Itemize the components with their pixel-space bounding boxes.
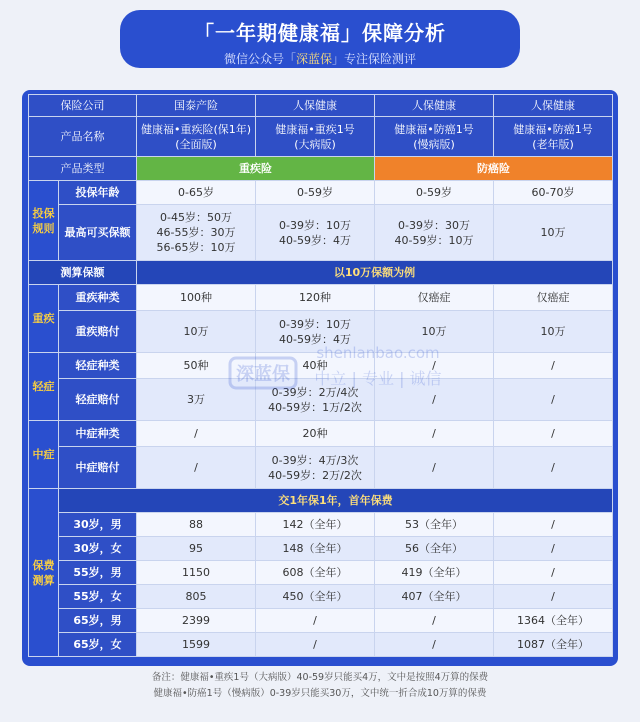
- premium-row: [29, 537, 613, 561]
- premium-row: [29, 513, 613, 537]
- product-4: [494, 117, 613, 157]
- product-3: [375, 117, 494, 157]
- medium-kinds-label: 中症种类: [59, 421, 137, 447]
- max-cover-3-l1: 0-39岁：30万: [398, 218, 470, 232]
- critical-pay-4: [494, 311, 613, 353]
- product-3-edition: (慢病版): [413, 137, 455, 151]
- row-medium-pay: [29, 447, 613, 489]
- max-cover-4: [494, 205, 613, 261]
- page-title: 「一年期健康福」保障分析: [194, 21, 446, 45]
- mild-pay-4: [494, 379, 613, 421]
- max-cover-1: [137, 205, 256, 261]
- premium-value: /: [256, 633, 375, 657]
- medium-pay-label: 中症赔付: [59, 447, 137, 489]
- max-cover-2: [256, 205, 375, 261]
- watermark-logo-text: 深蓝保: [236, 364, 290, 385]
- medium-pay-2: [256, 447, 375, 489]
- medium-pay-1-l1: /: [194, 461, 198, 474]
- row-medium-kinds: [29, 421, 613, 447]
- watermark-url: shenlanbao.com: [316, 344, 440, 362]
- medium-kinds-2: 20种: [256, 421, 375, 447]
- premium-value: 608（全年）: [256, 561, 375, 585]
- type-label: 产品类型: [29, 157, 137, 181]
- product-4-edition: (老年版): [532, 137, 574, 151]
- max-cover-2-l1: 0-39岁：10万: [279, 218, 351, 232]
- medium-kinds-3: /: [375, 421, 494, 447]
- premium-value: 1364（全年）: [494, 609, 613, 633]
- premium-band: 交1年保1年，首年保费: [59, 489, 613, 513]
- medium-pay-3-l1: /: [432, 461, 436, 474]
- max-cover-3: [375, 205, 494, 261]
- premium-side-line2: 测算: [32, 573, 55, 587]
- age-3: 0-59岁: [375, 181, 494, 205]
- medium-kinds-4: /: [494, 421, 613, 447]
- critical-pay-3-l1: 10万: [421, 325, 447, 338]
- comparison-table: [28, 94, 613, 657]
- rules-side-line1: 投保: [32, 206, 55, 220]
- premium-row: [29, 609, 613, 633]
- mild-pay-label: 轻症赔付: [59, 379, 137, 421]
- medium-pay-3: [375, 447, 494, 489]
- premium-value: /: [375, 609, 494, 633]
- medium-pay-4: [494, 447, 613, 489]
- premium-value: 53（全年）: [375, 513, 494, 537]
- mild-kinds-4: /: [494, 353, 613, 379]
- title-banner: [120, 10, 520, 68]
- premium-value: /: [375, 633, 494, 657]
- row-critical-pay: [29, 311, 613, 353]
- premium-row: [29, 633, 613, 657]
- critical-pay-2-l2: 40-59岁：4万: [279, 332, 351, 346]
- premium-value: 1087（全年）: [494, 633, 613, 657]
- mild-pay-2: [256, 379, 375, 421]
- page-subtitle: [120, 50, 520, 67]
- critical-kinds-2: 120种: [256, 285, 375, 311]
- critical-kinds-1: 100种: [137, 285, 256, 311]
- max-cover-label: 最高可买保额: [59, 205, 137, 261]
- medium-pay-1: [137, 447, 256, 489]
- premium-value: /: [494, 513, 613, 537]
- row-company: [29, 95, 613, 117]
- row-age: [29, 181, 613, 205]
- mild-pay-4-l1: /: [551, 393, 555, 406]
- watermark-tags: 中立 | 专业 | 诚信: [314, 369, 442, 388]
- product-1-edition: (全面版): [175, 137, 217, 151]
- type-critical: 重疾险: [137, 157, 375, 181]
- critical-kinds-label: 重疾种类: [59, 285, 137, 311]
- premium-row: [29, 561, 613, 585]
- premium-side-label: [29, 489, 59, 657]
- medium-pay-2-l1: 0-39岁：4万/3次: [271, 453, 359, 467]
- premium-value: 142（全年）: [256, 513, 375, 537]
- critical-pay-label: 重疾赔付: [59, 311, 137, 353]
- critical-pay-1: [137, 311, 256, 353]
- max-cover-1-l2: 46-55岁：30万: [156, 226, 236, 239]
- premium-value: 450（全年）: [256, 585, 375, 609]
- premium-row-label: 65岁，男: [59, 609, 137, 633]
- premium-value: 56（全年）: [375, 537, 494, 561]
- max-cover-2-l2: 40-59岁：4万: [279, 233, 351, 247]
- premium-value: /: [256, 609, 375, 633]
- critical-pay-4-l1: 10万: [540, 325, 566, 338]
- rules-side-label: [29, 181, 59, 261]
- premium-value: 805: [137, 585, 256, 609]
- row-critical-kinds: [29, 285, 613, 311]
- subtitle-prefix: 微信公众号「: [223, 52, 296, 66]
- product-4-name: 健康福•防癌1号: [513, 122, 593, 136]
- row-product: [29, 117, 613, 157]
- premium-value: 419（全年）: [375, 561, 494, 585]
- mild-side-label: 轻症: [29, 353, 59, 421]
- critical-kinds-4: 仅癌症: [494, 285, 613, 311]
- mild-kinds-1: 50种: [137, 353, 256, 379]
- company-2: 人保健康: [256, 95, 375, 117]
- critical-pay-1-l1: 10万: [183, 325, 209, 338]
- premium-value: 1150: [137, 561, 256, 585]
- row-mild-pay: [29, 379, 613, 421]
- product-3-name: 健康福•防癌1号: [394, 122, 474, 136]
- row-mild-kinds: [29, 353, 613, 379]
- company-1: 国泰产险: [137, 95, 256, 117]
- critical-pay-3: [375, 311, 494, 353]
- mild-kinds-2: 40种: [256, 353, 375, 379]
- medium-side-label: 中症: [29, 421, 59, 489]
- company-4: 人保健康: [494, 95, 613, 117]
- age-4: 60-70岁: [494, 181, 613, 205]
- type-cancer: 防癌险: [375, 157, 613, 181]
- medium-pay-4-l1: /: [551, 461, 555, 474]
- medium-kinds-1: /: [137, 421, 256, 447]
- premium-value: 407（全年）: [375, 585, 494, 609]
- premium-row-label: 30岁，男: [59, 513, 137, 537]
- premium-row-label: 65岁，女: [59, 633, 137, 657]
- premium-side-line1: 保费: [32, 558, 55, 572]
- product-1-name: 健康福•重疾险(保1年): [140, 122, 252, 136]
- product-1: [137, 117, 256, 157]
- subtitle-brand: 深蓝保: [295, 52, 332, 66]
- calc-band: 以10万保额为例: [137, 261, 613, 285]
- calc-label: 测算保额: [29, 261, 137, 285]
- row-premium-band: [29, 489, 613, 513]
- premium-value: 88: [137, 513, 256, 537]
- max-cover-3-l2: 40-59岁：10万: [394, 233, 474, 247]
- medium-pay-2-l2: 40-59岁：2万/2次: [268, 468, 362, 482]
- premium-value: /: [494, 561, 613, 585]
- product-2-edition: (大病版): [294, 137, 336, 151]
- premium-value: 95: [137, 537, 256, 561]
- premium-value: 148（全年）: [256, 537, 375, 561]
- mild-pay-2-l2: 40-59岁：1万/2次: [268, 400, 362, 414]
- premium-row-label: 30岁，女: [59, 537, 137, 561]
- rules-side-line2: 规则: [32, 221, 55, 235]
- premium-row: [29, 585, 613, 609]
- critical-pay-2-l1: 0-39岁：10万: [279, 317, 351, 331]
- max-cover-1-l1: 0-45岁：50万: [160, 211, 232, 224]
- company-3: 人保健康: [375, 95, 494, 117]
- footnote-line-1: 备注：健康福•重疾1号（大病版）40-59岁只能买4万，文中是按照4万算的保费: [151, 672, 489, 683]
- age-1: 0-65岁: [137, 181, 256, 205]
- mild-pay-3: [375, 379, 494, 421]
- premium-row-label: 55岁，女: [59, 585, 137, 609]
- mild-pay-1-l1: 3万: [187, 393, 205, 406]
- max-cover-1-l3: 56-65岁：10万: [156, 241, 236, 254]
- critical-side-label: 重疾: [29, 285, 59, 353]
- premium-value: 2399: [137, 609, 256, 633]
- mild-kinds-label: 轻症种类: [59, 353, 137, 379]
- age-label: 投保年龄: [59, 181, 137, 205]
- product-2-name: 健康福•重疾1号: [275, 122, 355, 136]
- premium-value: 1599: [137, 633, 256, 657]
- premium-value: /: [494, 585, 613, 609]
- premium-value: /: [494, 537, 613, 561]
- age-2: 0-59岁: [256, 181, 375, 205]
- critical-pay-2: [256, 311, 375, 353]
- footnote: [0, 670, 640, 702]
- mild-kinds-3: /: [375, 353, 494, 379]
- subtitle-suffix: 」专注保险测评: [332, 52, 417, 66]
- company-label: 保险公司: [29, 95, 137, 117]
- row-type: [29, 157, 613, 181]
- mild-pay-3-l1: /: [432, 393, 436, 406]
- premium-row-label: 55岁，男: [59, 561, 137, 585]
- row-calc: [29, 261, 613, 285]
- row-max-cover: [29, 205, 613, 261]
- mild-pay-2-l1: 0-39岁：2万/4次: [271, 385, 359, 399]
- mild-pay-1: [137, 379, 256, 421]
- critical-kinds-3: 仅癌症: [375, 285, 494, 311]
- max-cover-4-l1: 10万: [540, 226, 566, 239]
- product-2: [256, 117, 375, 157]
- footnote-line-2: 健康福•防癌1号（慢病版）0-39岁只能买30万，文中统一折合成10万算的保费: [153, 688, 487, 699]
- product-label: 产品名称: [29, 117, 137, 157]
- header-band: [0, 0, 640, 78]
